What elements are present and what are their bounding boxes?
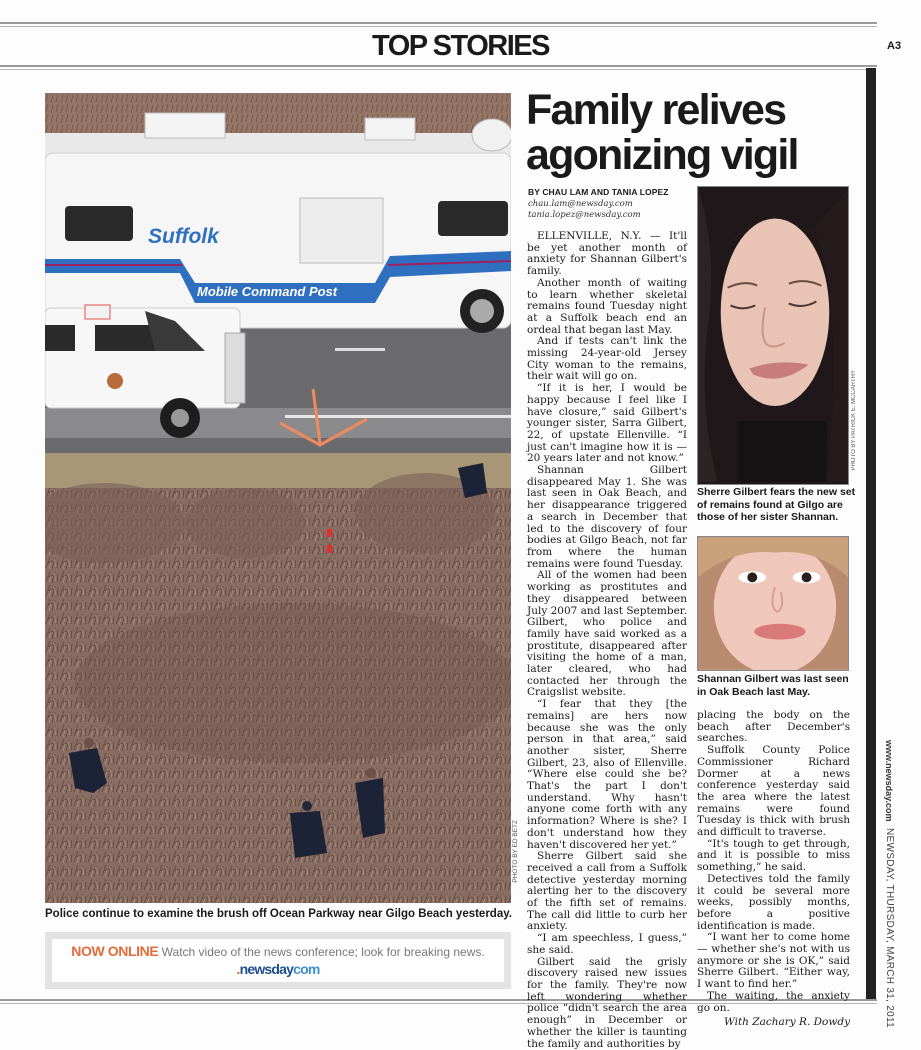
website-url[interactable]: www.newsday.com [884, 740, 894, 822]
main-photo-caption: Police continue to examine the brush off Ocean Parkway near Gilgo Beach yesterday. [45, 908, 512, 920]
header-bottom-rule [0, 65, 877, 67]
sherre-photo-credit: PHOTO BY PATRICK E. MCCARTHY [851, 370, 857, 471]
shannan-gilbert-photo [697, 536, 849, 671]
page-number: A3 [887, 40, 902, 52]
background-brush [45, 93, 511, 133]
evidence-marker [327, 529, 332, 537]
author-email[interactable]: chau.lam@newsday.com [528, 199, 633, 209]
paragraph: “I want her to come home — whether she's not with us anymore or she is OK,” said Sherre Gilbert. “Either way, I want to find her.” [697, 931, 850, 991]
evidence-marker [327, 545, 332, 553]
paragraph: placing the body on the beach after December's searches. [697, 709, 850, 745]
article-column-2 [697, 710, 850, 1028]
right-margin-bar [866, 68, 876, 999]
top-rule-thin [0, 26, 877, 27]
paragraph: Suffolk County Police Commissioner Richard Dormer at a news conference yesterday said the area where the latest remains were found Tuesday is thick with brush and difficult to traverse. [697, 744, 850, 839]
top-rule [0, 22, 877, 24]
byline: BY CHAU LAM AND TANIA LOPEZ [528, 187, 669, 197]
paragraph: “It's tough to get through, and it is possible to miss something,” he said. [697, 837, 850, 874]
main-photo-credit: PHOTO BY ED BETZ [512, 820, 519, 883]
paragraph: All of the women had been working as prostitutes and they disappeared between July 2007 and last September. Gilbert, who police and family have said worked as a prostitute, disappeared after visiting the home of a man, later cleared, who had contacted her through the Craigslist website. [527, 569, 687, 699]
section-title: TOP STORIES [372, 30, 549, 62]
sherre-photo-caption: Sherre Gilbert fears the new set of remains found at Gilgo are those of her sister Shannan. [697, 486, 856, 523]
paragraph: “If it is her, I would be happy because I feel like I have closure,” said Gilbert's younger sister, Sarra Gilbert, 22, of upstate Ellenville. “I just can't imagine how it is — 20 years later and not know.” [527, 382, 687, 465]
paragraph: Gilbert said the grisly discovery raised new issues for the family. They're now left wondering whether police “didn't search the area enough” in December or whether the killer is taunting the family and authorities by [527, 955, 687, 1050]
promo-label: NOW ONLINE [71, 943, 159, 959]
portrait-illustration [698, 187, 848, 484]
main-photo [45, 93, 511, 903]
bus-label-command-post: Mobile Command Post [197, 284, 338, 299]
paragraph: And if tests can't link the missing 24-year-old Jersey City woman to the remains, their wait will go on. [527, 335, 687, 383]
search-scene-illustration [45, 93, 511, 903]
mobile-command-bus [45, 113, 511, 333]
folio-dateline: NEWSDAY, THURSDAY, MARCH 31, 2011 [884, 828, 895, 1028]
bus-label-suffolk: Suffolk [148, 225, 219, 248]
paragraph: The waiting, the anxiety go on. [697, 989, 850, 1014]
newsday-logo[interactable]: .newsdaycom [236, 961, 320, 977]
headline: Family relives agonizing vigil [526, 86, 798, 179]
contributor-credit: With Zachary R. Dowdy [724, 1016, 850, 1029]
promo-text: Watch video of the news conference; look for breaking news. [161, 945, 485, 959]
paragraph: Shannan Gilbert disappeared May 1. She was last seen in Oak Beach, and her disappearance triggered a search in December that led to the discovery of four bodies at Gilgo Beach, not far from where the human remains were found Tuesday. [527, 464, 687, 570]
paragraph: Detectives told the family it could be several more weeks, possibly months, before a positive identification is made. [697, 872, 850, 932]
header-bottom-rule-thin [0, 69, 866, 70]
sherre-gilbert-photo [697, 186, 849, 485]
author-email[interactable]: tania.lopez@newsday.com [528, 210, 641, 220]
paragraph: “I fear that they [the remains] are hers now because she was the only person in that area,” said another sister, Sherre Gilbert, 23, also of Ellenville. “Where else could she be? That's the part I don't understand. Why hasn't anyone come forth with any information? Where is she? I don't understand how they haven't discovered her yet.” [527, 698, 687, 851]
article-column-1 [527, 231, 687, 1050]
portrait-illustration [698, 537, 848, 670]
paragraph: Another month of waiting to learn whether skeletal remains found Tuesday night at a Suffolk beach end an ordeal that began last May. [527, 276, 687, 336]
now-online-promo[interactable] [45, 932, 511, 989]
shannan-photo-caption: Shannan Gilbert was last seen in Oak Beach last May. [697, 673, 849, 698]
paragraph: ELLENVILLE, N.Y. — It'll be yet another month of anxiety for Shannan Gilbert's family. [527, 230, 687, 278]
paragraph: Sherre Gilbert said she received a call from a Suffolk detective yesterday morning alerting her to the discovery of the fifth set of remains. The call did little to curb her anxiety. [527, 850, 687, 933]
paragraph: “I am speechless, I guess,” she said. [527, 932, 687, 956]
